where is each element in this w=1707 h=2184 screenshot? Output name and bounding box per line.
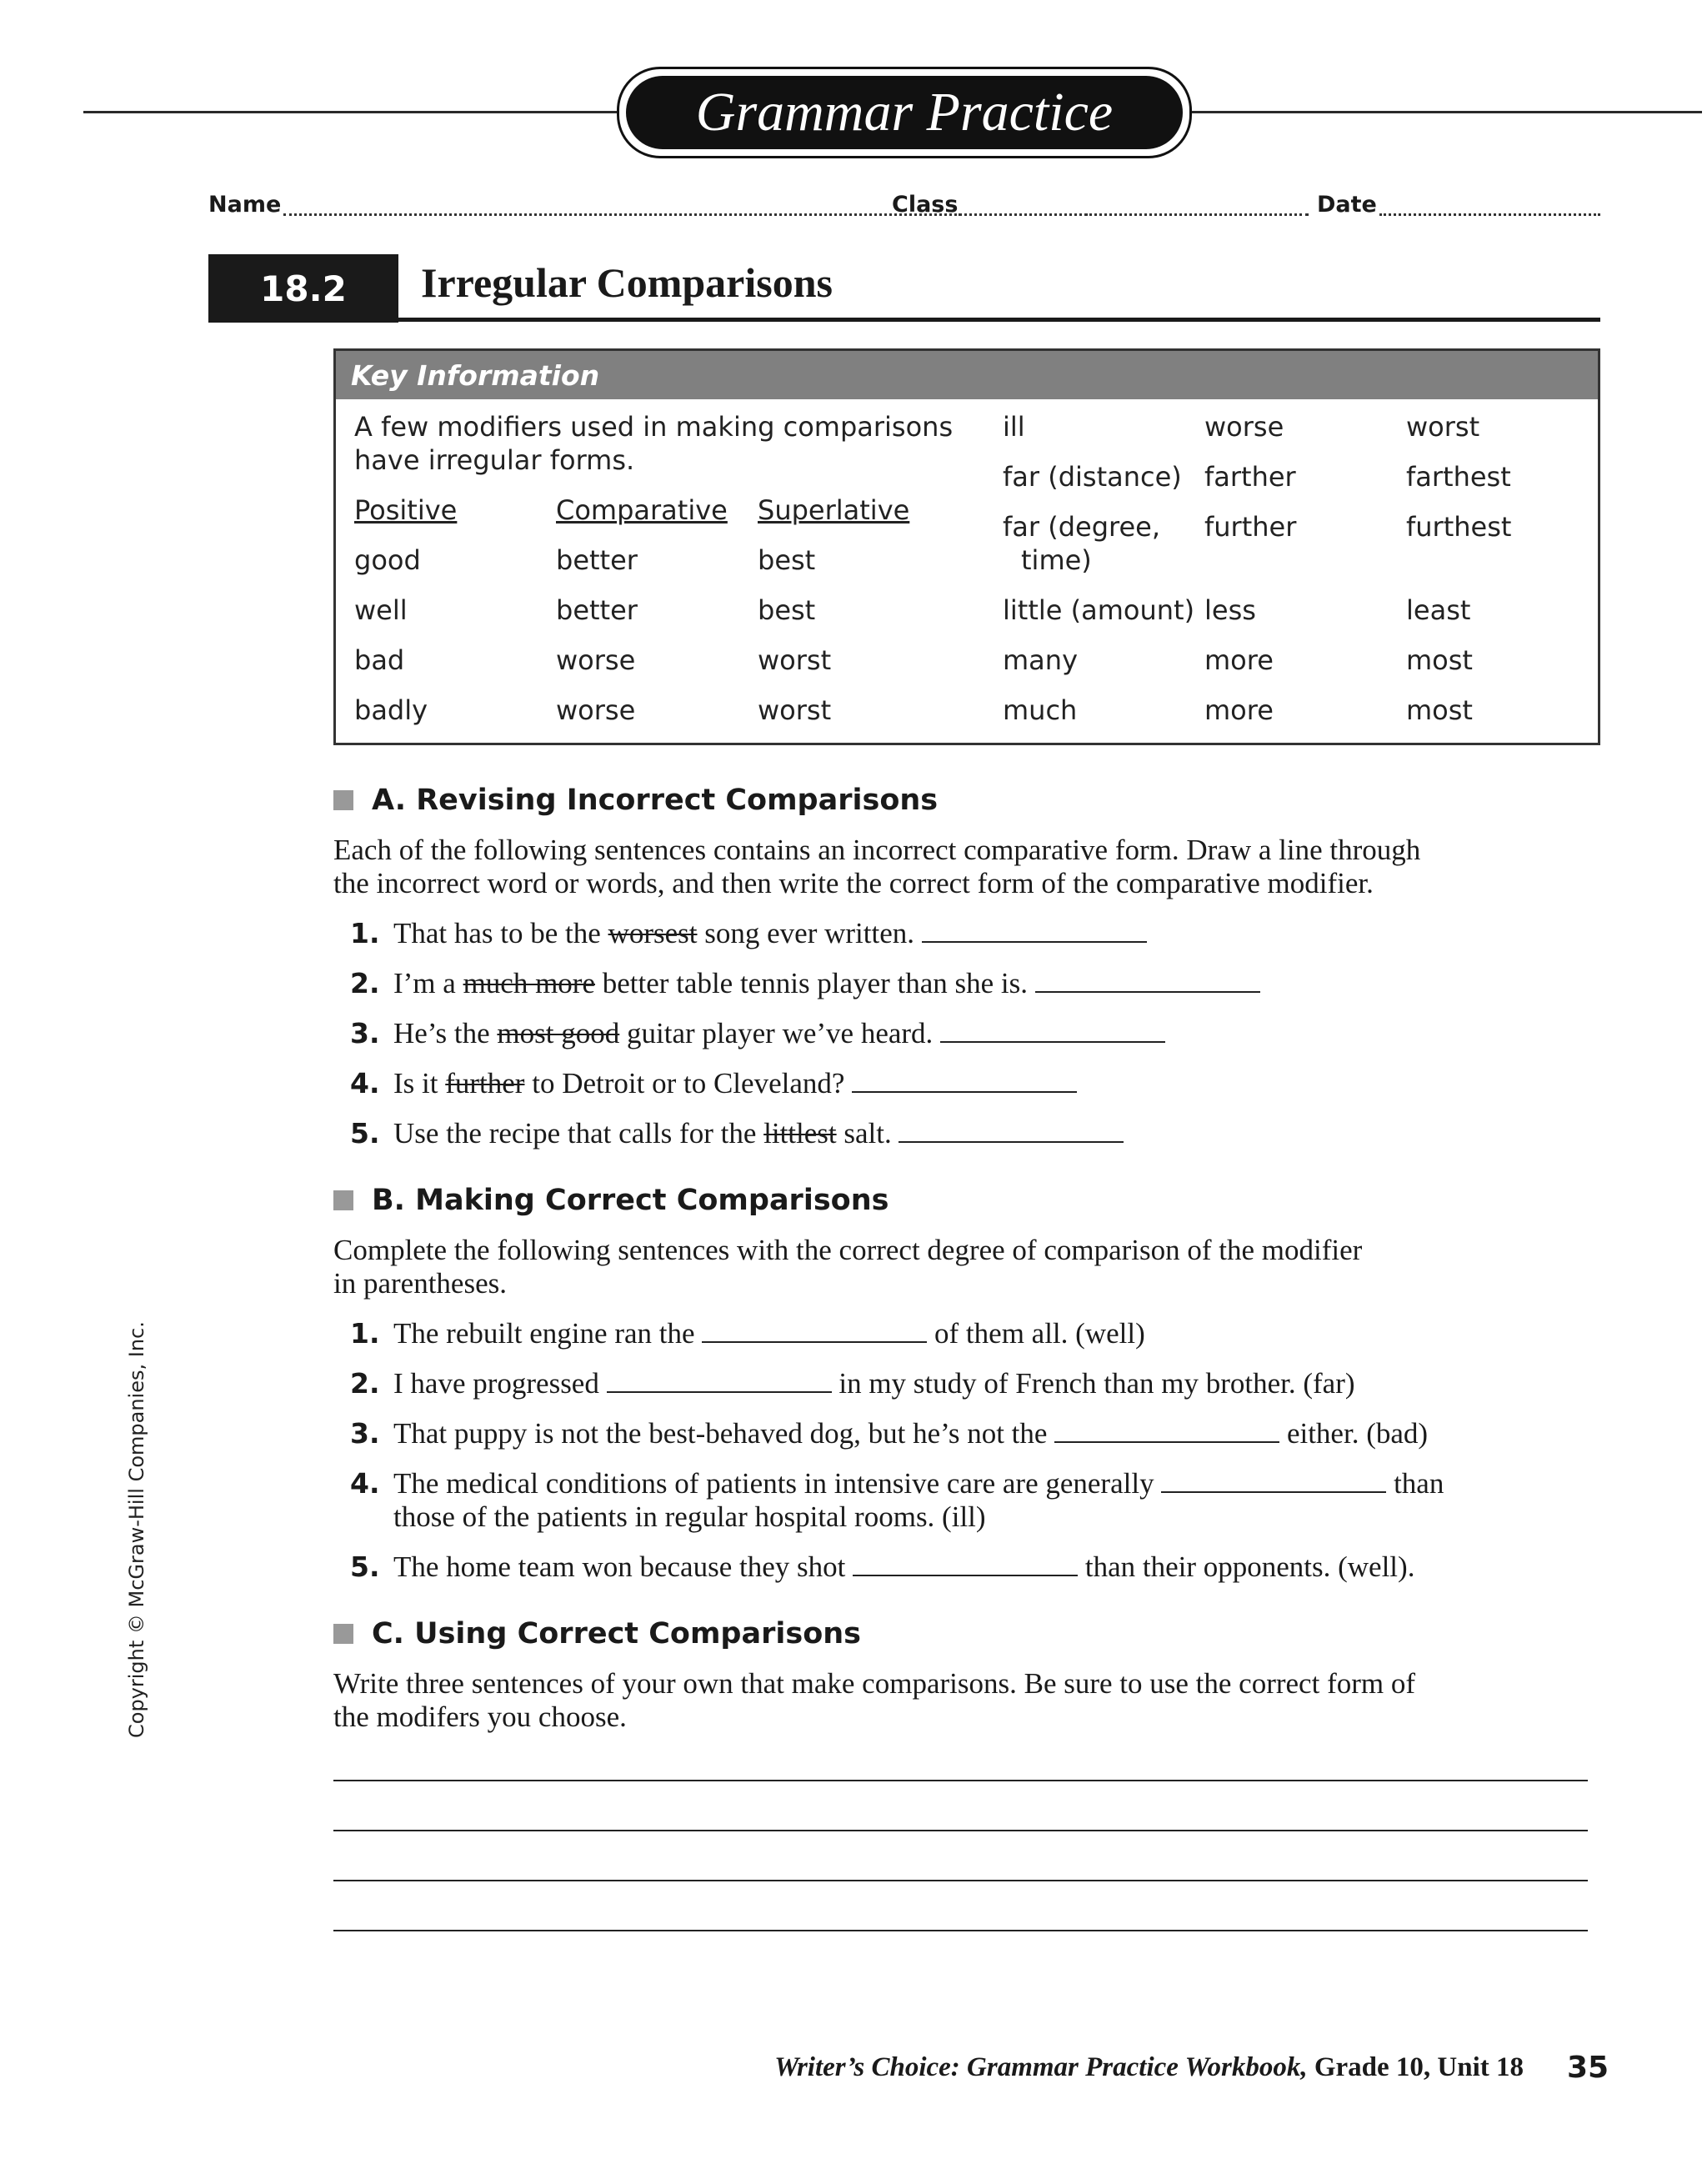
answer-blank[interactable] xyxy=(607,1368,832,1393)
table-cell: much xyxy=(1003,694,1078,726)
sentence-text: salt. xyxy=(836,1117,899,1150)
key-intro-line-1: A few modifiers used in making comparisons xyxy=(354,411,954,443)
table-cell: little (amount) xyxy=(1003,594,1195,626)
key-intro-line-2: have irregular forms. xyxy=(354,444,635,476)
table-cell: worse xyxy=(556,644,636,676)
table-cell: best xyxy=(758,544,816,576)
sentence-text: He’s the xyxy=(393,1017,498,1049)
writing-line[interactable] xyxy=(333,1930,1588,1931)
item-number: 4. xyxy=(350,1467,380,1500)
table-cell: least xyxy=(1406,594,1471,626)
part-a-instructions xyxy=(333,834,1500,900)
sentence-text: I’m a xyxy=(393,967,463,999)
table-cell: furthest xyxy=(1406,511,1512,543)
table-cell: badly xyxy=(354,694,428,726)
table-cell: farther xyxy=(1204,461,1296,493)
table-cell: far (distance) xyxy=(1003,461,1182,493)
item-number: 2. xyxy=(350,1367,380,1400)
answer-blank[interactable] xyxy=(852,1068,1077,1093)
part-a-heading xyxy=(333,784,938,817)
part-a-heading-text: A. Revising Incorrect Comparisons xyxy=(372,784,939,817)
section-rule xyxy=(398,318,1600,322)
title-banner xyxy=(617,67,1192,158)
item-number: 2. xyxy=(350,967,380,999)
column-header-positive: Positive xyxy=(354,494,458,526)
section-title: Irregular Comparisons xyxy=(421,259,833,306)
page-number: 35 xyxy=(1567,2051,1609,2085)
struck-word: most good xyxy=(497,1017,620,1049)
table-cell: worse xyxy=(556,694,636,726)
sentence-text: The rebuilt engine ran the xyxy=(393,1317,703,1350)
table-cell: more xyxy=(1204,694,1274,726)
sentence-text: those of the patients in regular hospital rooms. (ill) xyxy=(393,1500,986,1533)
sentence-text: either. (bad) xyxy=(1279,1417,1429,1450)
table-cell: many xyxy=(1003,644,1078,676)
part-b-heading-text: B. Making Correct Comparisons xyxy=(372,1184,889,1217)
table-cell: bad xyxy=(354,644,405,676)
item-number: 5. xyxy=(350,1550,380,1583)
banner-rule-right xyxy=(1192,111,1702,113)
table-cell: more xyxy=(1204,644,1274,676)
answer-blank[interactable] xyxy=(702,1318,927,1343)
footer-grade-unit: Grade 10, Unit 18 xyxy=(1307,2052,1524,2082)
square-bullet-icon xyxy=(333,1190,353,1210)
table-cell: good xyxy=(354,544,421,576)
date-label: Date xyxy=(1317,192,1377,218)
struck-word: worsest xyxy=(608,917,698,949)
sentence-text: than their opponents. (well). xyxy=(1078,1550,1415,1583)
table-cell: worst xyxy=(758,694,832,726)
square-bullet-icon xyxy=(333,1624,353,1644)
sentence-text: The home team won because they shot xyxy=(393,1550,854,1583)
sentence-text: guitar player we’ve heard. xyxy=(619,1017,941,1049)
table-cell: ill xyxy=(1003,411,1025,443)
section-number: 18.2 xyxy=(208,254,398,323)
item-number: 3. xyxy=(350,1017,380,1049)
part-c-instructions xyxy=(333,1667,1500,1734)
table-cell: further xyxy=(1204,511,1297,543)
struck-word: further xyxy=(445,1067,525,1100)
column-header-comparative: Comparative xyxy=(556,494,728,526)
name-class-date-row xyxy=(208,192,1600,225)
part-c-instructions-line-1: Write three sentences of your own that make comparisons. Be sure to use the correct form of xyxy=(333,1667,1416,1700)
part-a-instructions-line-2: the incorrect word or words, and then write the correct form of the comparative modifier. xyxy=(333,867,1374,899)
sentence-text: than xyxy=(1386,1467,1444,1500)
table-cell: far (degree, xyxy=(1003,511,1160,543)
answer-blank[interactable] xyxy=(1035,968,1260,993)
writing-line[interactable] xyxy=(333,1880,1588,1881)
part-b-heading xyxy=(333,1184,889,1217)
sentence-text: better table tennis player than she is. xyxy=(595,967,1035,999)
sentence-text: of them all. (well) xyxy=(927,1317,1145,1350)
struck-word: littlest xyxy=(763,1117,837,1150)
answer-blank[interactable] xyxy=(853,1551,1078,1576)
name-label: Name xyxy=(208,192,282,218)
sentence-text: I have progressed xyxy=(393,1367,607,1400)
table-cell: most xyxy=(1406,694,1473,726)
key-information-heading: Key Information xyxy=(336,351,1598,399)
item-number: 1. xyxy=(350,1317,380,1350)
writing-line[interactable] xyxy=(333,1780,1588,1781)
answer-blank[interactable] xyxy=(899,1118,1124,1143)
column-header-superlative: Superlative xyxy=(758,494,910,526)
table-cell: better xyxy=(556,544,638,576)
part-a-instructions-line-1: Each of the following sentences contains an incorrect comparative form. Draw a line through xyxy=(333,834,1421,866)
answer-blank[interactable] xyxy=(1161,1468,1386,1493)
sentence-text: That puppy is not the best-behaved dog, but he’s not the xyxy=(393,1417,1055,1450)
table-cell: worst xyxy=(1406,411,1480,443)
banner-rule-left xyxy=(83,111,625,113)
sentence-text: in my study of French than my brother. (far) xyxy=(831,1367,1355,1400)
table-cell: worst xyxy=(758,644,832,676)
square-bullet-icon xyxy=(333,790,353,810)
key-information-box xyxy=(333,348,1600,745)
part-c-heading-text: C. Using Correct Comparisons xyxy=(372,1617,861,1651)
answer-blank[interactable] xyxy=(1054,1418,1279,1443)
table-cell: farthest xyxy=(1406,461,1511,493)
table-cell: less xyxy=(1204,594,1256,626)
sentence-text: song ever written. xyxy=(697,917,922,949)
part-c-heading xyxy=(333,1617,861,1651)
sentence-text: to Detroit or to Cleveland? xyxy=(524,1067,853,1100)
sentence-text: Use the recipe that calls for the xyxy=(393,1117,764,1150)
table-cell: most xyxy=(1406,644,1473,676)
footer-book-title: Writer’s Choice: Grammar Practice Workbook, xyxy=(774,2052,1308,2082)
table-cell: best xyxy=(758,594,816,626)
item-number: 4. xyxy=(350,1067,380,1100)
banner-title: Grammar Practice xyxy=(626,76,1183,149)
table-cell: better xyxy=(556,594,638,626)
sentence-text: The medical conditions of patients in intensive care are generally xyxy=(393,1467,1162,1500)
struck-word: much more xyxy=(463,967,596,999)
answer-blank[interactable] xyxy=(922,918,1147,943)
item-number: 5. xyxy=(350,1117,380,1150)
part-b-instructions-line-2: in parentheses. xyxy=(333,1267,507,1300)
writing-line[interactable] xyxy=(333,1830,1588,1831)
item-number: 1. xyxy=(350,917,380,949)
class-label: Class xyxy=(892,192,959,218)
answer-blank[interactable] xyxy=(940,1018,1165,1043)
table-cell: well xyxy=(354,594,408,626)
footer-citation xyxy=(774,2052,1524,2083)
part-b-instructions-line-1: Complete the following sentences with the correct degree of comparison of the modifier xyxy=(333,1234,1363,1266)
date-field[interactable] xyxy=(1379,213,1600,216)
part-b-instructions xyxy=(333,1234,1500,1300)
class-field[interactable] xyxy=(959,213,1309,216)
copyright-notice: Copyright © McGraw-Hill Companies, Inc. xyxy=(125,1321,148,1738)
table-cell-continuation: time) xyxy=(1021,544,1092,576)
sentence-text: That has to be the xyxy=(393,917,608,949)
table-cell: worse xyxy=(1204,411,1284,443)
part-c-instructions-line-2: the modifers you choose. xyxy=(333,1701,627,1733)
item-number: 3. xyxy=(350,1417,380,1450)
sentence-text: Is it xyxy=(393,1067,446,1100)
